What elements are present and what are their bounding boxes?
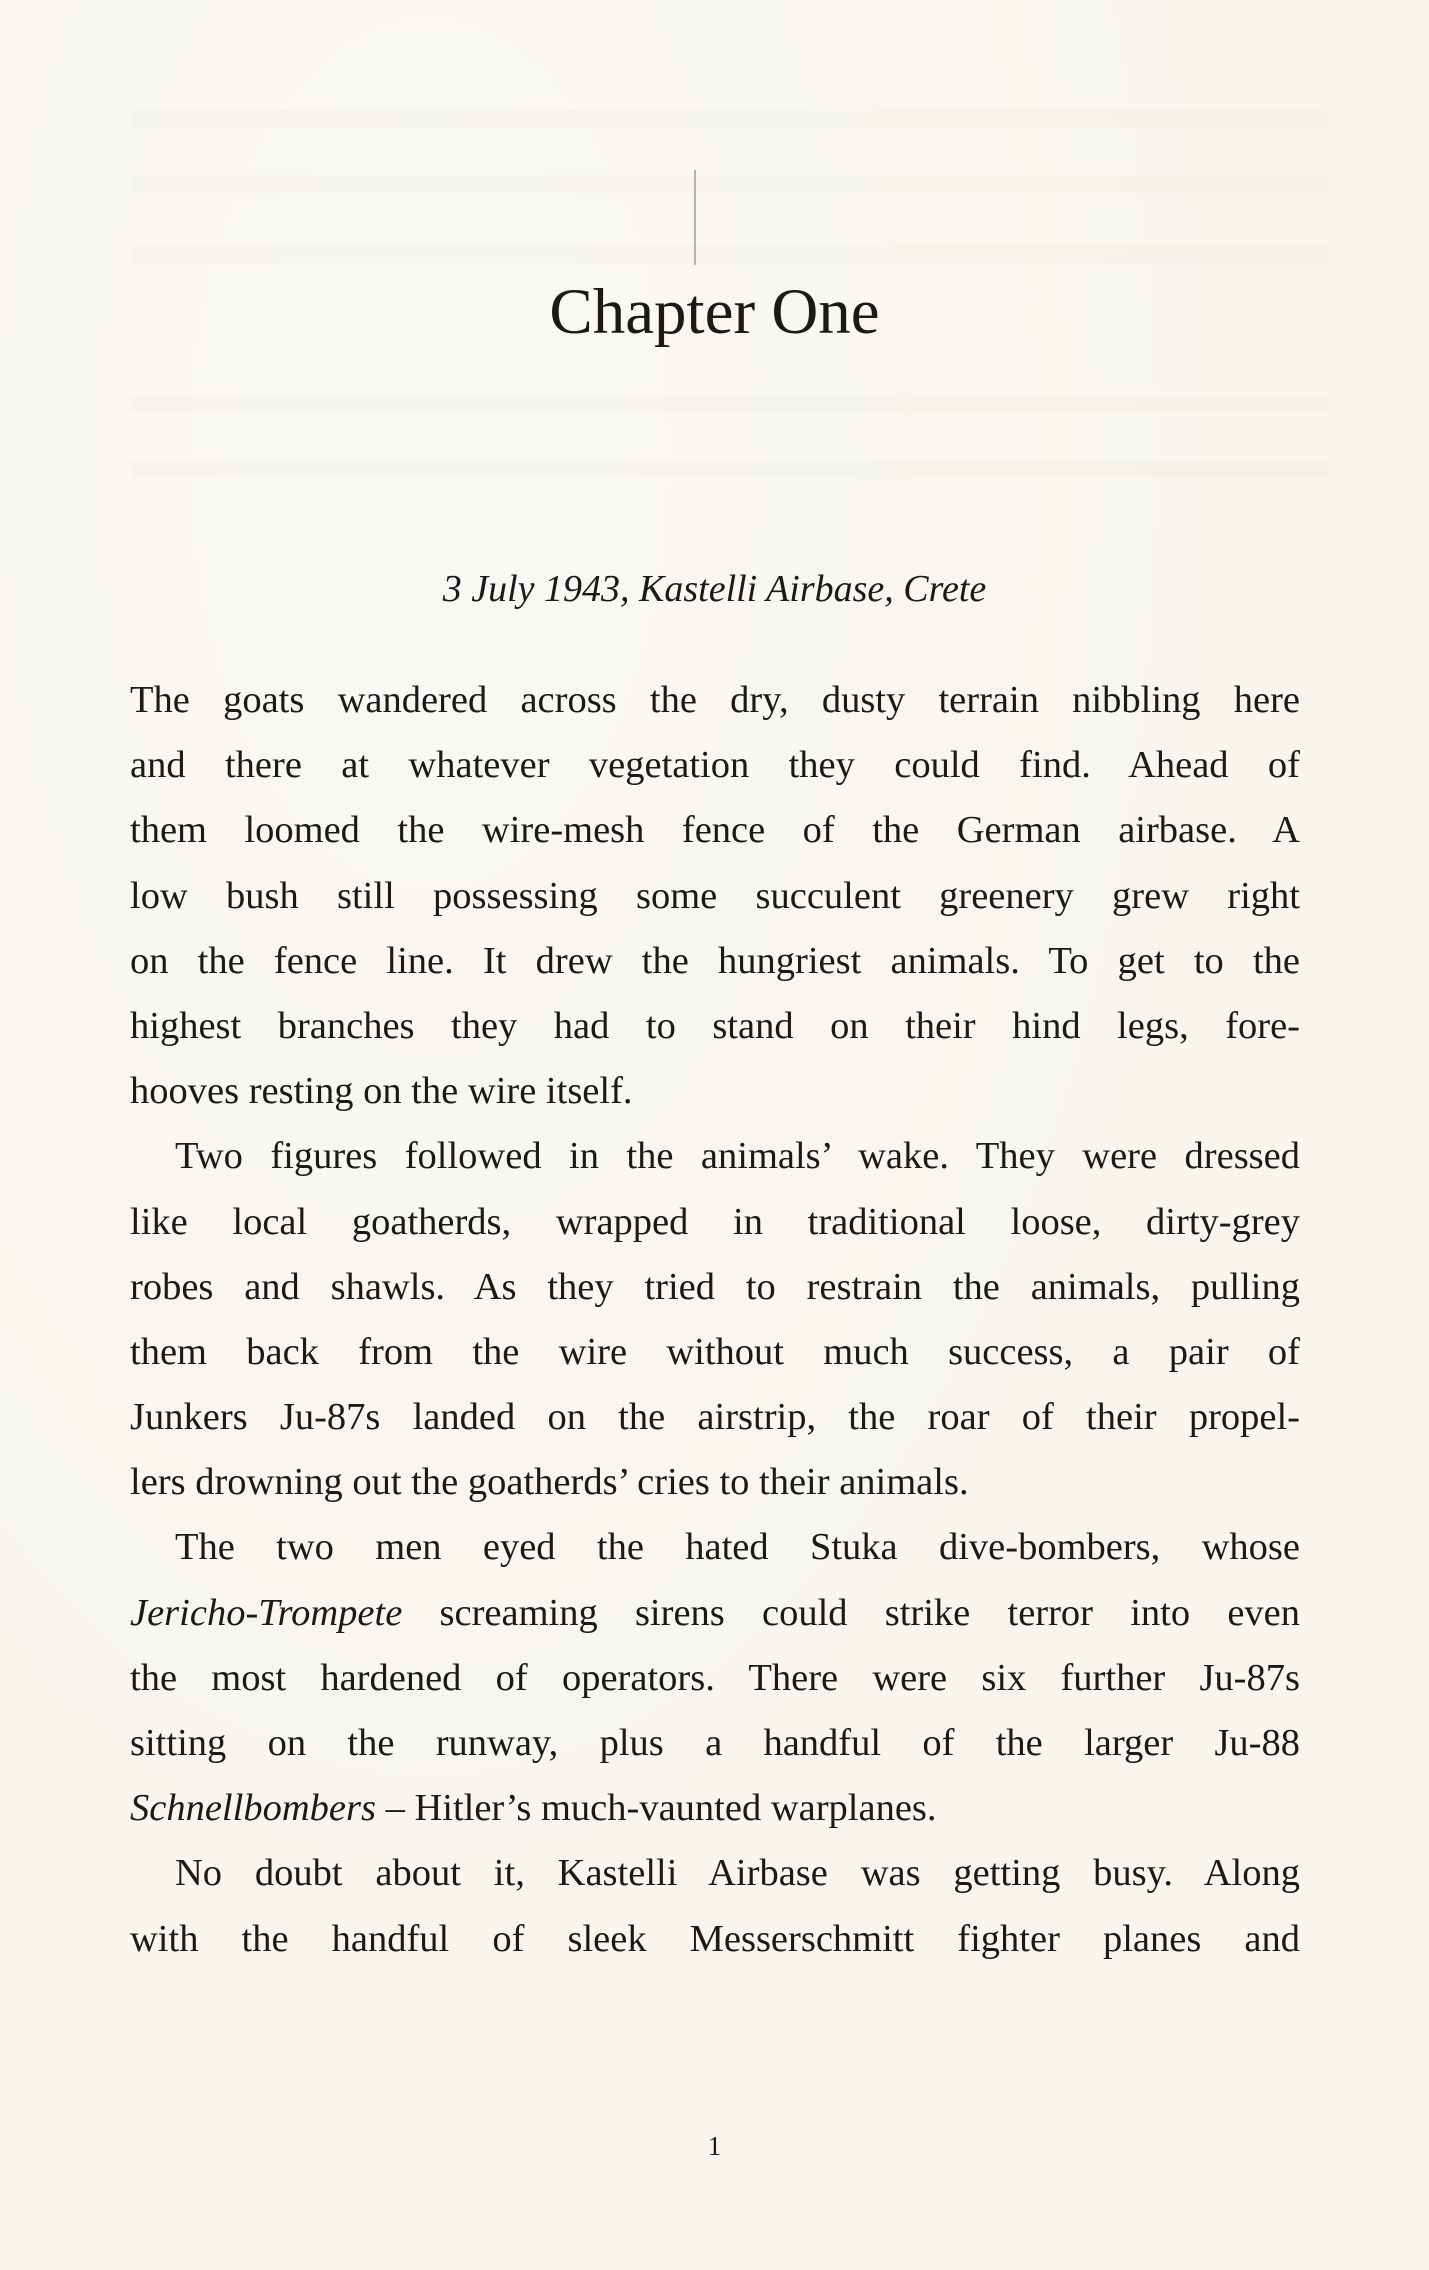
text-line	[130, 1450, 1300, 1515]
text-line	[130, 1255, 1300, 1320]
text-run: – Hitler’s much-vaunted warplanes.	[375, 1787, 937, 1830]
chapter-title: Chapter One	[549, 276, 880, 348]
text-run: sitting on the runway, plus a handful of the larger Ju-88	[130, 1722, 1300, 1764]
text-run: low bush still possessing some succulent greenery grew right	[130, 874, 1300, 917]
text-run: No doubt about it, Kastelli Airbase was getting busy. Along	[175, 1852, 1300, 1895]
show-through-line	[130, 110, 1329, 128]
text-run: Two figures followed in the animals’ wake. They were dressed	[175, 1135, 1300, 1178]
text-line	[130, 1907, 1300, 1972]
text-run: The goats wandered across the dry, dusty terrain nibbling here	[130, 679, 1300, 721]
text-run: Junkers Ju-87s landed on the airstrip, the roar of their propel-	[130, 1396, 1300, 1439]
text-run: them loomed the wire-mesh fence of the German airbase. A	[130, 809, 1300, 852]
show-through-line	[130, 395, 1329, 413]
text-line	[130, 733, 1300, 798]
page-crease-mark	[694, 170, 696, 265]
text-line	[130, 1124, 1300, 1189]
show-through-line	[130, 245, 1329, 263]
text-line	[130, 1841, 1300, 1906]
text-run: The two men eyed the hated Stuka dive-bombers, whose	[175, 1526, 1300, 1569]
text-run: highest branches they had to stand on their hind legs, fore-	[130, 1004, 1300, 1047]
text-run: on the fence line. It drew the hungriest animals. To get to the	[130, 939, 1300, 982]
text-run: the most hardened of operators. There were six further Ju-87s	[130, 1656, 1300, 1699]
text-line	[130, 1190, 1300, 1255]
show-through-line	[130, 175, 1329, 193]
text-run: like local goatherds, wrapped in traditional loose, dirty-grey	[130, 1200, 1300, 1243]
text-line	[130, 1059, 1300, 1124]
text-line	[130, 994, 1300, 1059]
text-line	[130, 1646, 1300, 1711]
text-run: them back from the wire without much success, a pair of	[130, 1330, 1300, 1373]
text-line	[130, 798, 1300, 863]
text-line	[130, 864, 1300, 929]
page-number: 1	[707, 2131, 722, 2161]
text-run: hooves resting on the wire itself.	[130, 1070, 633, 1113]
text-line	[130, 1320, 1300, 1385]
text-line	[130, 1711, 1300, 1776]
text-run: robes and shawls. As they tried to restrain the animals, pulling	[130, 1265, 1300, 1308]
show-through-line	[130, 460, 1329, 478]
italic-text: Jericho-Trompete	[130, 1591, 403, 1634]
text-run: with the handful of sleek Messerschmitt fighter planes and	[130, 1917, 1300, 1960]
text-line	[130, 1776, 1300, 1841]
text-line	[130, 668, 1300, 733]
text-line	[130, 1581, 1300, 1646]
text-run: screaming sirens could strike terror into even	[402, 1591, 1300, 1634]
body-text	[130, 668, 1300, 1972]
text-line	[130, 1515, 1300, 1580]
italic-text: Schnellbombers	[130, 1787, 376, 1830]
text-line	[130, 929, 1300, 994]
text-run: and there at whatever vegetation they could find. Ahead of	[130, 744, 1300, 787]
text-line	[130, 1385, 1300, 1450]
text-run: lers drowning out the goatherds’ cries to their animals.	[130, 1461, 969, 1504]
chapter-dateline: 3 July 1943, Kastelli Airbase, Crete	[442, 568, 987, 610]
